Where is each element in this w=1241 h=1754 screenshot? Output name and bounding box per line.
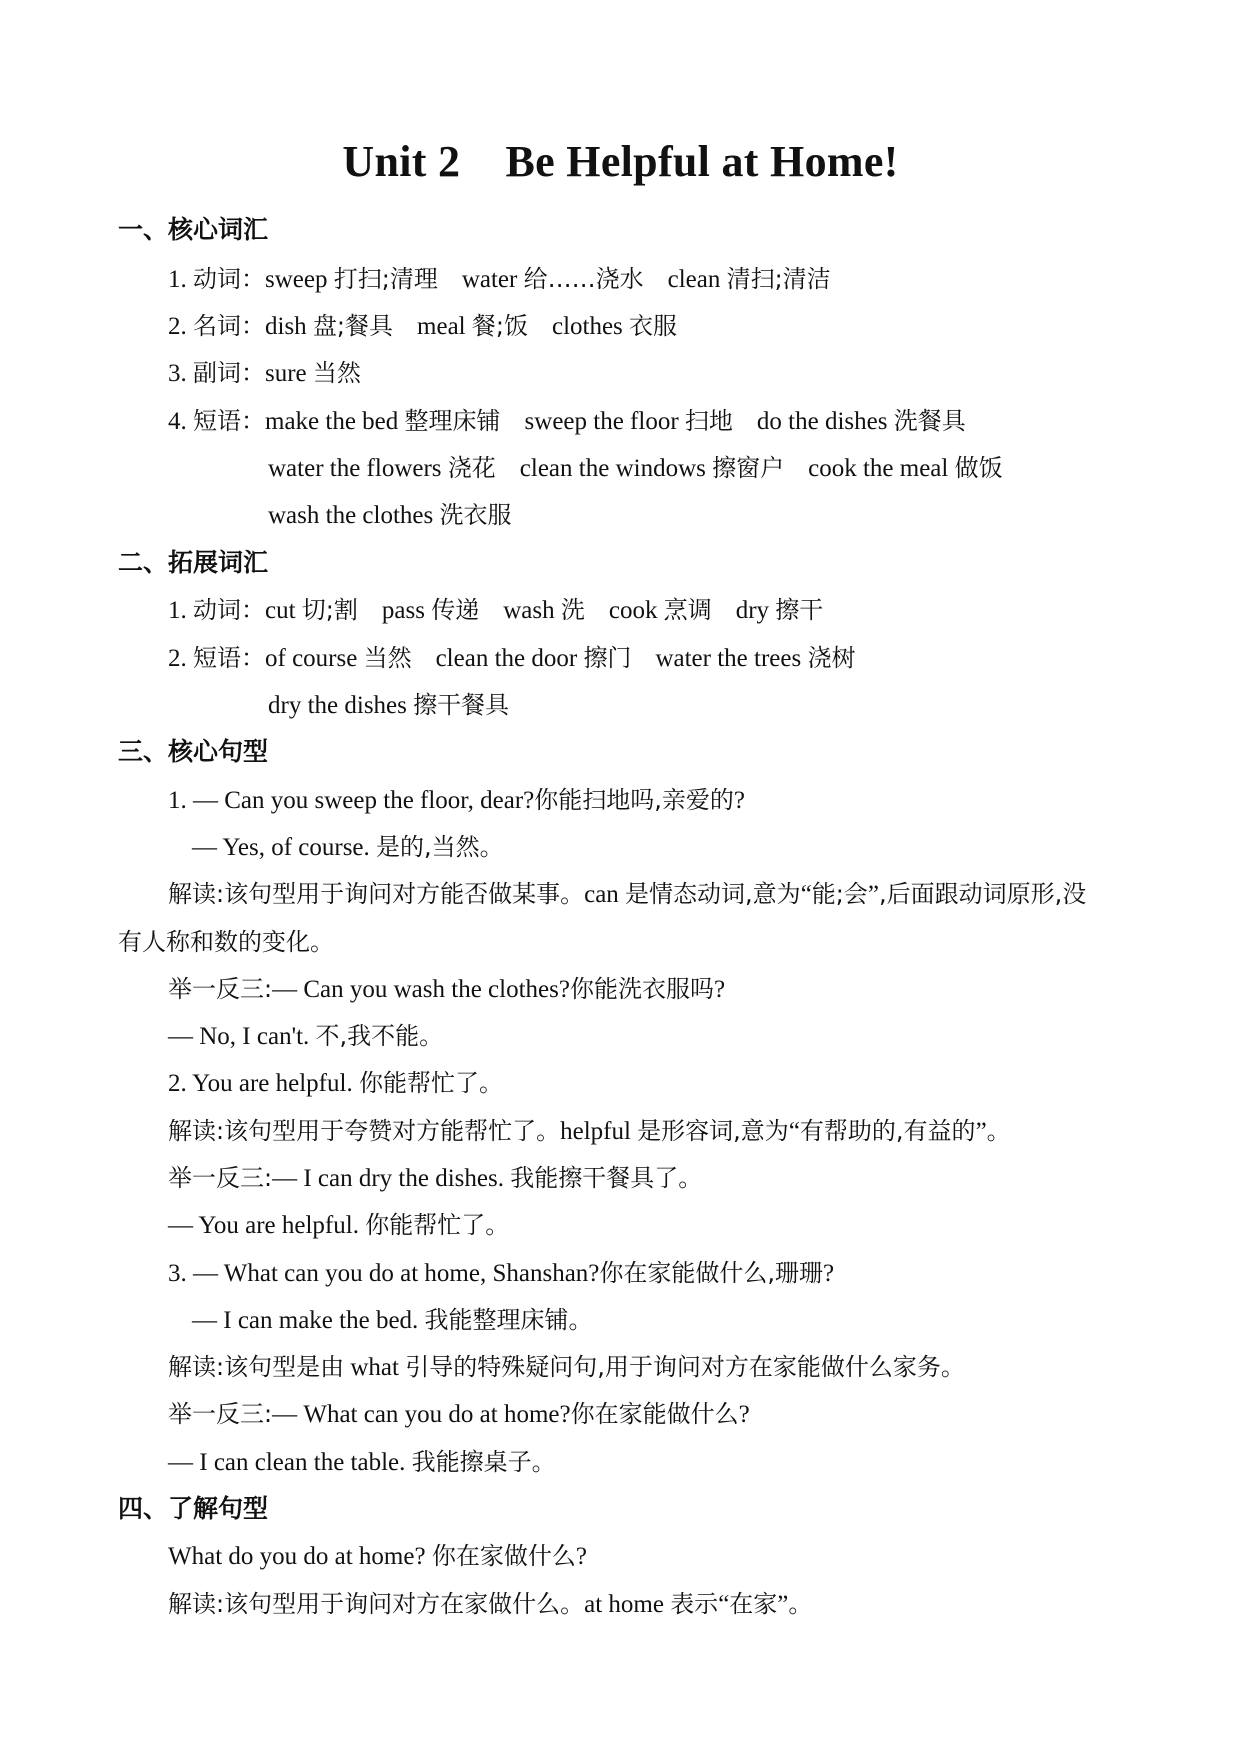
chinese-meaning: 整理床铺 [404,407,501,435]
chinese-text: 你能帮忙了。 [358,1069,503,1097]
english-term: clean [667,266,727,293]
part-of-speech-label: 动词： [193,596,265,624]
sentence-line [118,925,334,960]
sentence-line [168,1539,587,1574]
chinese-text: 你在家能做什么 [570,1400,739,1428]
sentence-line [168,1256,834,1291]
english-term: clean the windows [519,455,713,482]
chinese-text: 你能洗衣服吗 [569,975,714,1003]
english-term: cook the meal [808,455,955,482]
chinese-text: 。 [986,1117,1011,1145]
sentence-line [168,783,745,818]
english-text: — I can dry the dishes. [272,1165,511,1192]
english-term: do the dishes [756,408,894,435]
chinese-text: 有人称和数的变化。 [118,928,334,956]
english-term: meal [417,313,472,340]
chinese-meaning: 给……浇水 [523,265,644,293]
chinese-text: 我能擦桌子。 [411,1448,556,1476]
english-term: water the flowers [268,455,448,482]
english-text: ” [867,881,879,908]
part-of-speech-label: 短语： [193,407,265,435]
chinese-meaning: 传递 [431,596,480,624]
english-text: ? [738,1401,750,1428]
english-term: water [461,266,524,293]
chinese-text: 你在家能做什么,珊珊 [599,1259,824,1287]
english-term: wash [503,597,561,624]
chinese-meaning: 浇花 [447,454,496,482]
item-number: 1. [168,266,193,293]
chinese-meaning: 浇树 [807,644,856,672]
part-of-speech-label: 副词： [193,359,265,387]
vocab-line [268,451,1003,486]
chinese-text: 解读:该句型用于夸赞对方能帮忙了。 [168,1117,561,1145]
chinese-text: 解读:该句型是由 [168,1353,345,1381]
chinese-text: ,后面跟动词原形,没 [879,880,1087,908]
vocab-line [268,498,511,533]
english-text: what [344,1354,406,1381]
chinese-text: 举一反三: [168,1400,273,1428]
english-text: “ [788,1118,800,1145]
english-term: sweep the floor [524,408,685,435]
english-text: What do you do at home? [168,1543,432,1570]
chinese-meaning: 擦门 [583,644,632,672]
item-number: 3. [168,360,193,387]
english-text: — No, I can't. [168,1023,316,1050]
english-term: sure [265,360,313,387]
english-term: dry the dishes [268,692,414,719]
chinese-meaning: 做饭 [954,454,1003,482]
item-number: 4. [168,408,193,435]
part-of-speech-label: 短语： [193,644,265,672]
english-term: dish [265,313,313,340]
chinese-meaning: 洗餐具 [893,407,966,435]
vocab-line [168,262,831,297]
chinese-meaning: 洗衣服 [439,501,512,529]
chinese-text: 是的,当然。 [376,833,504,861]
sentence-line [168,1350,965,1385]
chinese-meaning: 扫地 [684,407,733,435]
chinese-text: 我能整理床铺。 [424,1306,593,1334]
sentence-line [168,1161,702,1196]
english-text: — You are helpful. [168,1212,366,1239]
sentence-line [168,972,725,1007]
chinese-text: 是情态动词,意为 [625,880,801,908]
chinese-text: 引导的特殊疑问句,用于询问对方在家能做什么家务。 [405,1353,965,1381]
english-text: — Yes, of course. [192,834,377,861]
vocab-line [268,688,509,723]
english-text: 2. You are helpful. [168,1070,359,1097]
chinese-text: 你能帮忙了。 [365,1211,510,1239]
section-heading-understand-sentences: 四、了解句型 [118,1494,269,1523]
chinese-meaning: 擦干 [775,596,824,624]
english-term: wash the clothes [268,502,440,529]
vocab-line [168,404,966,439]
sentence-line [168,1208,509,1243]
section-heading-core-sentences: 三、核心句型 [118,737,269,766]
english-term: cook [608,597,664,624]
sentence-line [168,1445,556,1480]
english-text: helpful [560,1118,638,1145]
english-text: ? [823,1260,835,1287]
english-text: ” [777,1591,789,1618]
english-text: 3. — What can you do at home, Shanshan? [168,1260,600,1287]
chinese-meaning: 打扫;清理 [333,265,438,293]
chinese-meaning: 当然 [312,359,361,387]
vocab-line [168,641,855,676]
english-text: — I can make the bed. [192,1307,425,1334]
chinese-text: 表示 [670,1590,719,1618]
chinese-meaning: 餐;饭 [471,312,528,340]
sentence-line [192,830,504,865]
chinese-text: 。 [788,1590,813,1618]
english-text: ? [733,787,745,814]
chinese-meaning: 洗 [560,596,585,624]
chinese-text: 举一反三: [168,1164,273,1192]
chinese-text: 解读:该句型用于询问对方能否做某事。 [168,880,585,908]
chinese-meaning: 衣服 [629,312,678,340]
english-term: water the trees [655,645,808,672]
sentence-line [192,1303,593,1338]
sentence-line [168,877,1086,912]
chinese-text: 是形容词,意为 [637,1117,789,1145]
chinese-text: 不,我不能。 [315,1022,444,1050]
part-of-speech-label: 动词： [193,265,265,293]
chinese-text: 我能擦干餐具了。 [510,1164,703,1192]
chinese-meaning: 盘;餐具 [312,312,394,340]
page-title: Unit 2 Be Helpful at Home! [342,137,899,186]
item-number: 2. [168,645,193,672]
english-text: “ [718,1591,730,1618]
english-term: clothes [551,313,630,340]
chinese-text: 能;会 [811,880,868,908]
english-text: — What can you do at home? [272,1401,571,1428]
chinese-text: 解读:该句型用于询问对方在家做什么。 [168,1590,585,1618]
chinese-meaning: 切;割 [301,596,358,624]
sentence-line [168,1066,503,1101]
section-heading-extended-vocabulary: 二、拓展词汇 [118,548,269,577]
vocab-line [168,356,361,391]
chinese-text: 你能扫地吗,亲爱的 [534,786,734,814]
chinese-text: 举一反三: [168,975,273,1003]
english-term: pass [381,597,432,624]
sentence-line [168,1114,1011,1149]
english-text: ? [713,976,726,1003]
chinese-meaning: 烹调 [663,596,712,624]
chinese-meaning: 擦干餐具 [413,691,510,719]
english-text: can [584,881,626,908]
chinese-meaning: 当然 [363,644,412,672]
english-term: of course [265,645,364,672]
english-text: ” [975,1118,987,1145]
english-text: — Can you wash the clothes? [272,976,570,1003]
item-number: 2. [168,313,193,340]
vocab-line [168,593,823,628]
english-term: clean the door [435,645,584,672]
english-text: “ [800,881,812,908]
sentence-line [168,1587,812,1622]
chinese-text: 在家 [729,1590,778,1618]
english-text: 1. — Can you sweep the floor, dear? [168,787,535,814]
english-text: at home [584,1591,671,1618]
chinese-meaning: 清扫;清洁 [726,265,831,293]
english-term: cut [265,597,302,624]
chinese-text: 你在家做什么 [431,1542,576,1570]
english-term: make the bed [265,408,405,435]
english-text: — I can clean the table. [168,1449,412,1476]
english-term: sweep [265,266,334,293]
vocab-line [168,309,677,344]
section-heading-core-vocabulary: 一、核心词汇 [118,215,269,244]
chinese-meaning: 擦窗户 [712,454,785,482]
sentence-line [168,1019,443,1054]
sentence-line [168,1397,750,1432]
english-term: dry [735,597,776,624]
item-number: 1. [168,597,193,624]
english-text: ? [575,1543,587,1570]
part-of-speech-label: 名词： [193,312,265,340]
chinese-text: 有帮助的,有益的 [799,1117,976,1145]
